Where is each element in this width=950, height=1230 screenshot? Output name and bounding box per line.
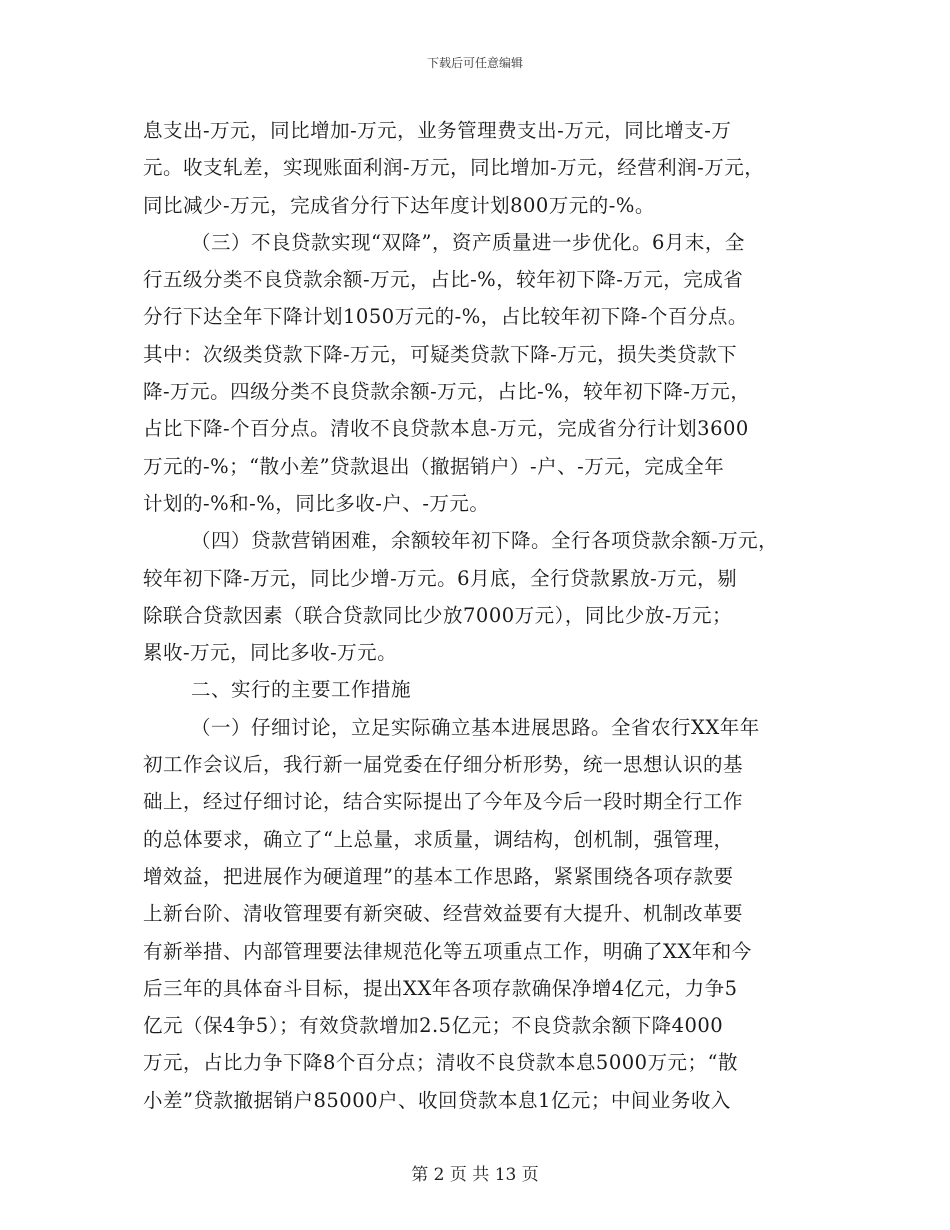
text-line: 同比减少-万元，完成省分行下达年度计划800万元的-%。 (143, 193, 655, 217)
page-header: 下载后可任意编辑 (426, 56, 523, 70)
text-line: 上新台阶、清收管理要有新突破、经营效益要有大提升、机制改革要 (143, 902, 744, 926)
text-line: 初工作会议后，我行新一届党委在仔细分析形势，统一思想认识的基 (143, 753, 744, 777)
text-line: 累收-万元，同比多收-万元。 (143, 641, 398, 665)
text-line: 较年初下降-万元，同比少增-万元。6月底，全行贷款累放-万元，剔 (143, 566, 738, 590)
text-line: 行五级分类不良贷款余额-万元，占比-%，较年初下降-万元，完成省 (143, 268, 744, 292)
text-line: 础上，经过仔细讨论，结合实际提出了今年及今后一段时期全行工作 (143, 790, 744, 814)
text-line: 占比下降-个百分点。清收不良贷款本息-万元，完成省分行计划3600 (143, 417, 749, 441)
text-line: 有新举措、内部管理要法律规范化等五项重点工作，明确了XX年和今 (143, 939, 752, 963)
text-line: 二、实行的主要工作措施 (191, 678, 412, 702)
text-line: （三）不良贷款实现“双降”，资产质量进一步优化。6月末，全 (191, 230, 745, 254)
text-line: 的总体要求，确立了“上总量，求质量，调结构，创机制，强管理， (143, 827, 734, 851)
text-line: 其中：次级类贷款下降-万元，可疑类贷款下降-万元，损失类贷款下 (143, 342, 738, 366)
text-line: 万元，占比力争下降8个百分点；清收不良贷款本息5000万元；“散 (143, 1051, 739, 1075)
text-line: 万元的-%；“散小差”贷款退出（撤据销户）-户、-万元，完成全年 (143, 454, 725, 478)
text-line: 元。收支轧差，实现账面利润-万元，同比增加-万元，经营利润-万元， (143, 156, 765, 180)
text-line: 小差”贷款撤据销户85000户、收回贷款本息1亿元；中间业务收入 (143, 1088, 731, 1112)
text-line: （一）仔细讨论，立足实际确立基本进展思路。全省农行XX年年 (191, 715, 760, 739)
text-line: 分行下达全年下降计划1050万元的-%，占比较年初下降-个百分点。 (143, 305, 748, 329)
text-line: 增效益，把进展作为硬道理”的基本工作思路，紧紧围绕各项存款要 (143, 864, 734, 888)
page-footer: 第 2 页 共 13 页 (411, 1165, 539, 1185)
text-line: 息支出-万元，同比增加-万元，业务管理费支出-万元，同比增支-万 (143, 119, 732, 142)
text-line: 降-万元。四级分类不良贷款余额-万元，占比-%，较年初下降-万元， (143, 380, 751, 404)
text-line: 除联合贷款因素（联合贷款同比少放7000万元），同比少放-万元； (143, 603, 732, 627)
document-body (143, 112, 823, 1119)
text-line: （四）贷款营销困难，余额较年初下降。全行各项贷款余额-万元， (191, 529, 779, 553)
text-line: 计划的-%和-%，同比多收-户、-万元。 (143, 491, 490, 515)
text-line: 亿元（保4争5）；有效贷款增加2.5亿元；不良贷款余额下降4000 (143, 1014, 724, 1038)
text-line: 后三年的具体奋斗目标，提出XX年各项存款确保净增4亿元，力争5 (143, 976, 738, 1000)
